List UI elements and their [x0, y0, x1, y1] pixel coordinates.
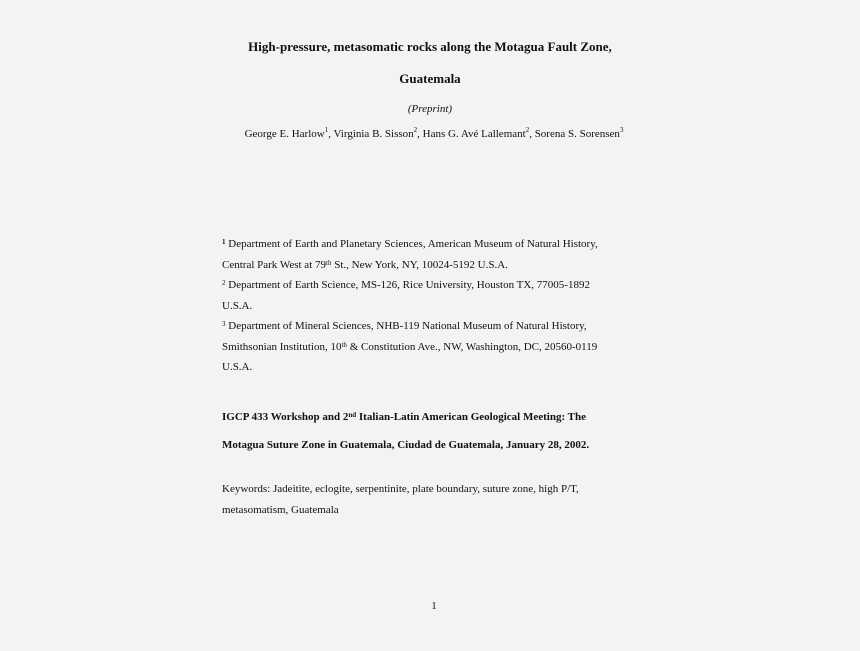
author-affiliation-marker: 1 [324, 126, 329, 134]
affiliation-3-line-1 [222, 316, 652, 337]
affiliation-1-address: Central Park West at 79 [222, 258, 327, 271]
affiliation-3-address-rest: & Constitution Ave., NW, Washington, DC, 20560-0119 [346, 340, 598, 353]
ordinal-suffix: nd [348, 411, 357, 419]
meeting-text-rest: Italian-Latin American Geological Meeting: The [356, 411, 586, 423]
meeting-info [222, 403, 652, 459]
affiliation-1-line-1 [222, 234, 652, 255]
meeting-text: IGCP 433 Workshop and 2 [222, 411, 349, 423]
affiliation-2-text: Department of Earth Science, MS-126, Rice University, Houston TX, 77005-1892 [225, 279, 590, 291]
preprint-label: (Preprint) [407, 103, 453, 115]
author-name: Sorena S. Sorensen [534, 128, 620, 140]
meeting-line-2: Motagua Suture Zone in Guatemala, Ciudad de Guatemala, January 28, 2002. [222, 439, 590, 451]
affiliation-marker: 2 [222, 279, 226, 287]
author-name: Hans G. Avé Lallemant [422, 128, 526, 140]
affiliation-2-line-1 [222, 275, 652, 296]
paper-title-line-1: High-pressure, metasomatic rocks along the Motagua Fault Zone, [248, 39, 612, 54]
keywords-line-2: metasomatism, Guatemala [222, 503, 339, 516]
author-affiliation-marker: 3 [619, 126, 624, 134]
affiliation-1-line-2 [222, 255, 652, 276]
author-name: Virginia B. Sisson [333, 128, 414, 140]
ordinal-suffix: th [326, 258, 332, 267]
keywords [222, 479, 652, 520]
author-affiliation-marker: 2 [525, 126, 530, 134]
affiliation-marker: 1 [222, 238, 226, 246]
affiliations-block [222, 234, 652, 378]
ordinal-suffix: th [341, 340, 347, 349]
meeting-line-1 [222, 403, 652, 431]
affiliation-marker: 3 [222, 320, 226, 328]
affiliation-1-address-rest: St., New York, NY, 10024-5192 U.S.A. [331, 258, 508, 271]
paper-title-line-2: Guatemala [399, 71, 461, 86]
affiliation-3-line-3: U.S.A. [222, 361, 253, 373]
author-separator: , [417, 128, 423, 140]
keywords-line-1: Keywords: Jadeitite, eclogite, serpentinite, plate boundary, suture zone, high P/T, [222, 483, 579, 495]
affiliation-2-line-2: U.S.A. [222, 299, 253, 312]
author-name: George E. Harlow [244, 128, 325, 140]
affiliation-3-line-2 [222, 337, 652, 358]
affiliation-3-address: Smithsonian Institution, 10 [222, 340, 342, 353]
affiliation-1-text: Department of Earth and Planetary Sciences, American Museum of Natural History, [225, 238, 598, 250]
author-separator: , [328, 128, 334, 140]
author-affiliation-marker: 2 [413, 126, 418, 134]
page-number: 1 [431, 600, 437, 612]
affiliation-3-text: Department of Mineral Sciences, NHB-119 National Museum of Natural History, [225, 320, 587, 332]
author-separator: , [529, 128, 535, 140]
author-list [4, 128, 860, 140]
